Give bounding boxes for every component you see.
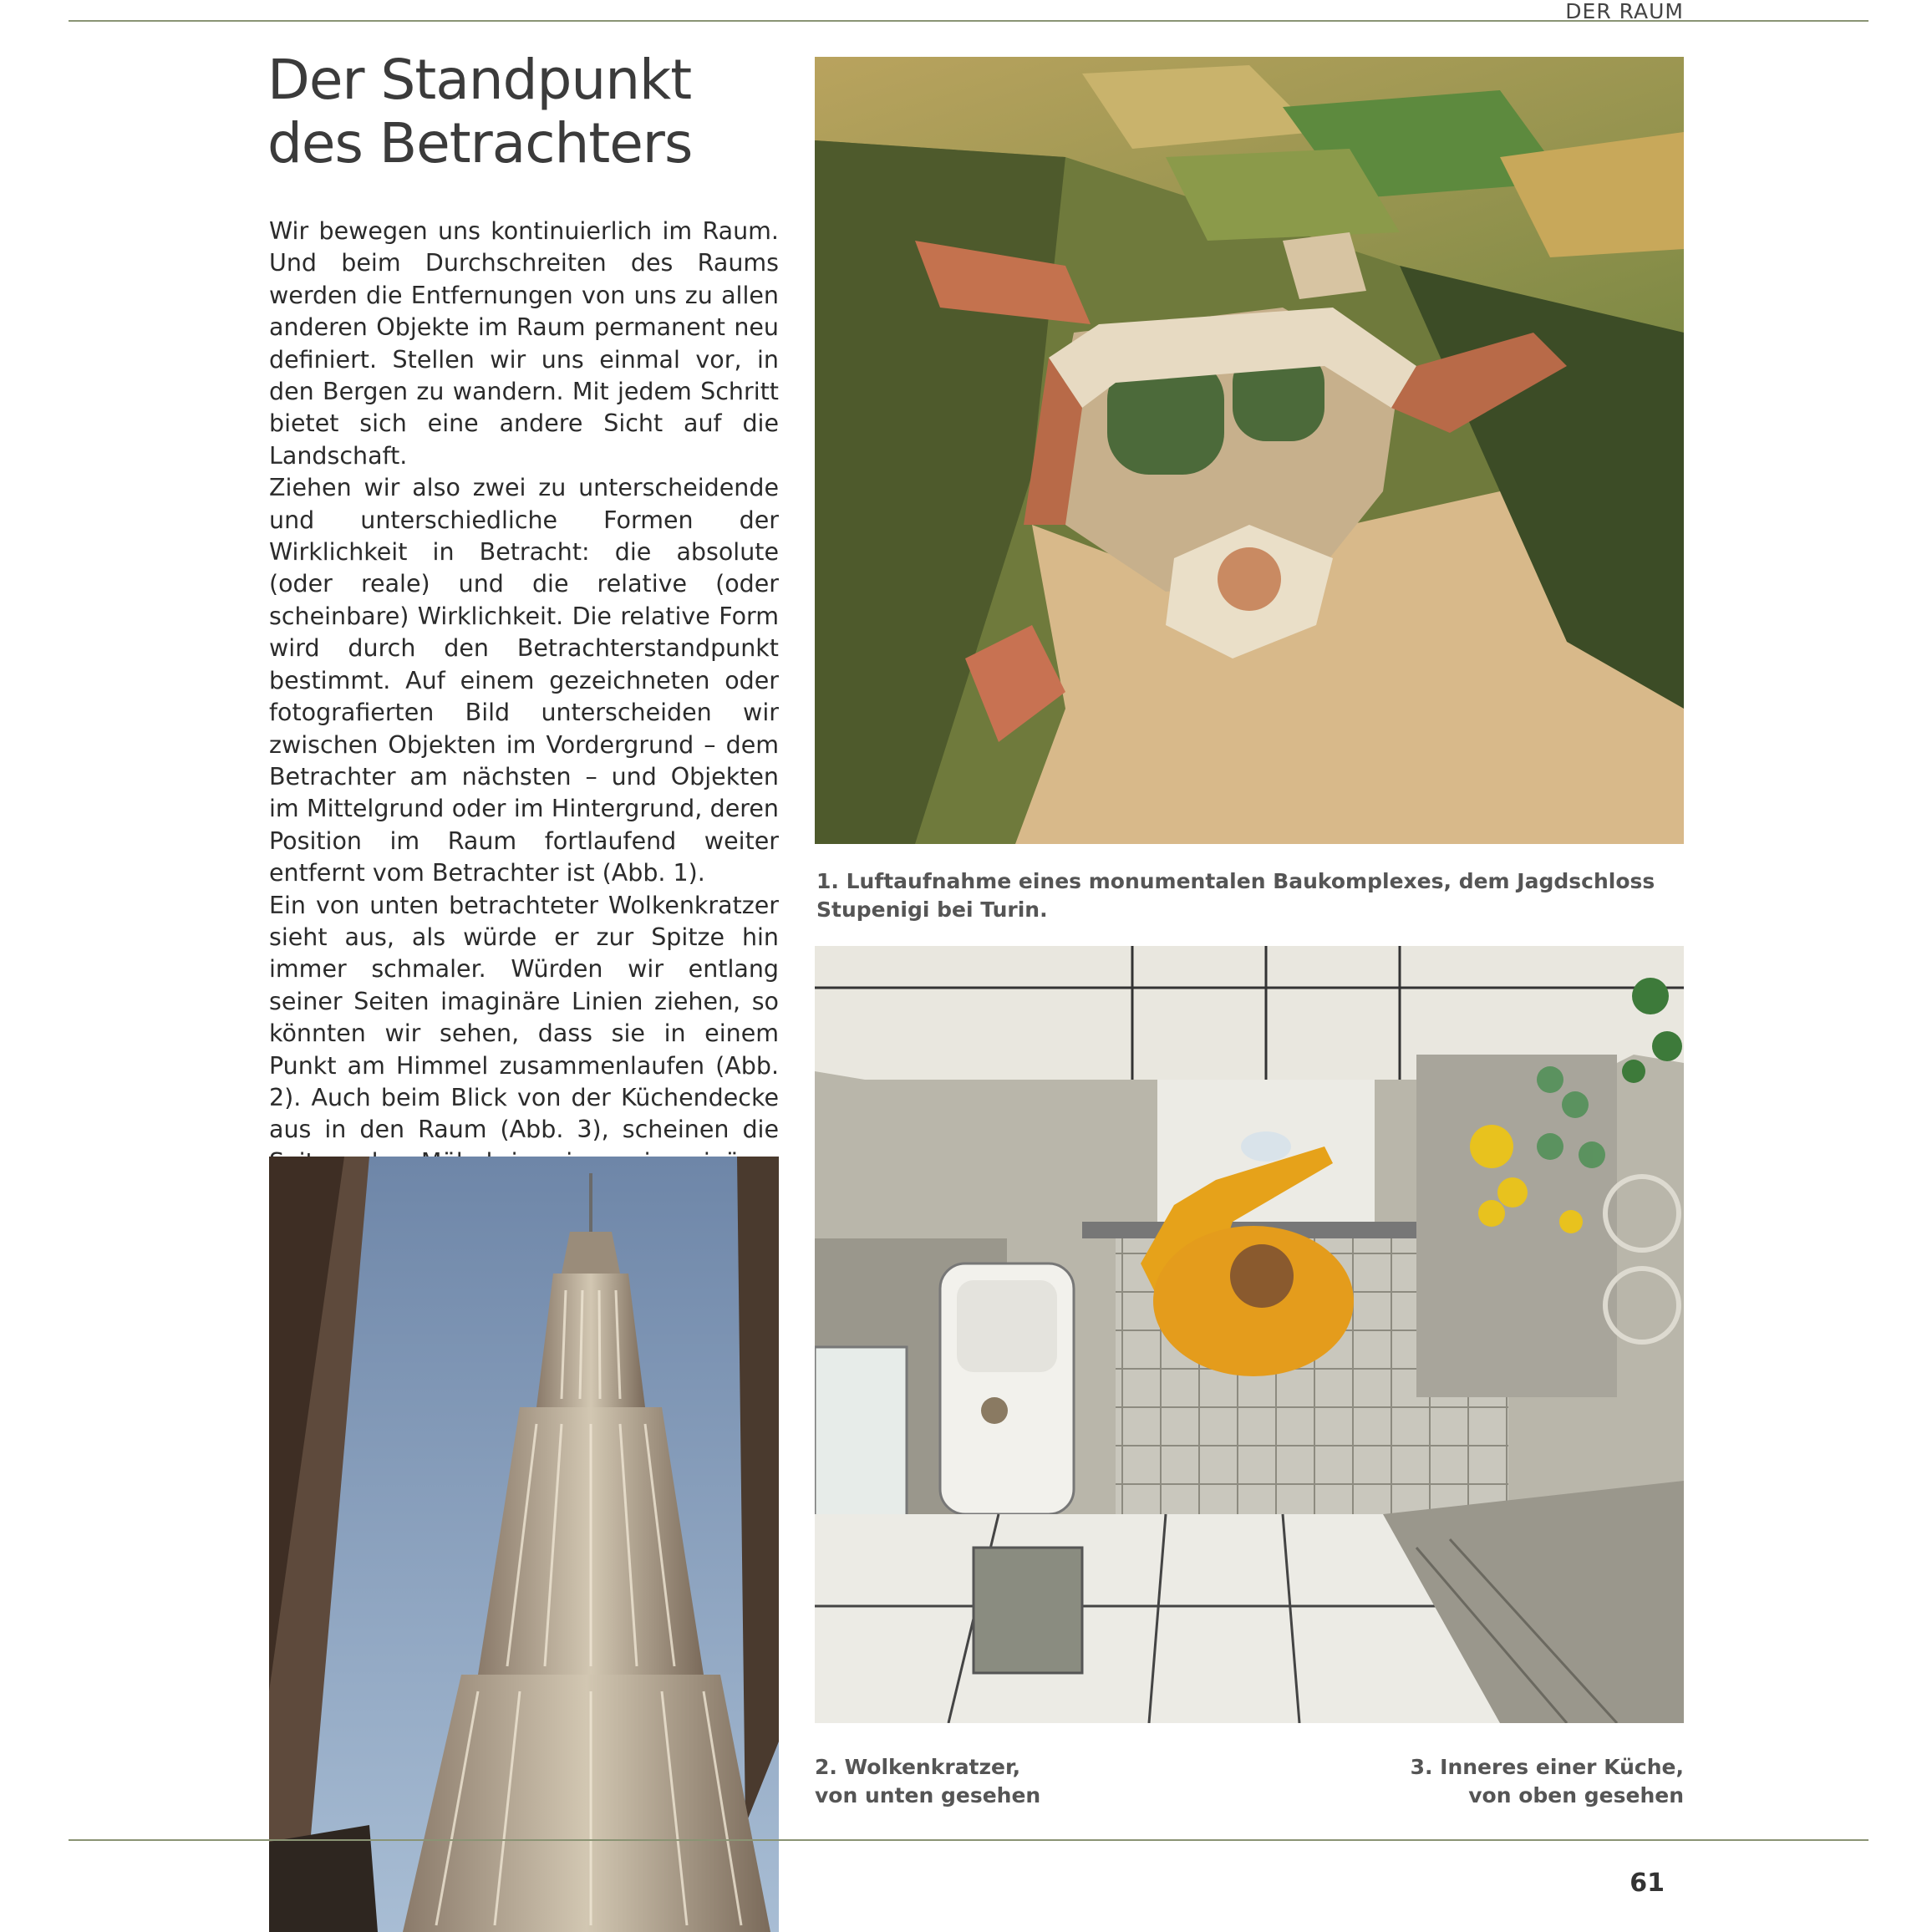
figure-2-caption-line-1: 2. Wolkenkratzer,	[815, 1755, 1021, 1779]
skyscraper-illustration	[269, 1157, 779, 1932]
figure-3-caption-line-2: von oben gesehen	[1468, 1783, 1684, 1807]
aerial-palace-illustration	[815, 57, 1684, 844]
page-title	[267, 48, 692, 175]
title-line-2: des Betrachters	[267, 111, 693, 175]
paragraph-3: Ein von unten betrachteter Wolkenkratzer sieht aus, als würde er zur Spitze hin immer schmaler. Würden wir entlang seiner Seiten imaginäre Linien ziehen, so könnten wir sehen, dass sie in einem Punkt am Himmel zusammenlaufen (Abb. 2). Auch beim Blick von der Küchendecke aus in den Raum (Abb. 3), scheinen die	[269, 891, 779, 1144]
figure-2-caption-line-2: von unten gesehen	[815, 1783, 1041, 1807]
figure-1-caption: 1. Luftaufnahme eines monumentalen Baukomplexes, dem Jagdschloss Stupenigi bei Turin.	[816, 869, 1655, 922]
page-number: 61	[1629, 1868, 1665, 1898]
skyscraper-photo	[269, 1157, 779, 1932]
kitchen-photo	[815, 946, 1684, 1723]
running-head: DER RAUM	[1565, 0, 1684, 23]
paragraph-2: Ziehen wir also zwei zu unterscheidende und unterschiedliche Formen der Wirklichkeit in Betracht: die absolute (oder reale) und die relative (oder scheinbare) Wirklichkeit. Die relative Form wird durch den Betrachterstandpunkt bestimmt. Auf einem gezeichneten oder fotografierten Bild unterscheiden wir zwischen Objekten im Vordergrund – dem Betrachter am nächsten – und Objekten im Mittelgrund oder im Hintergrund, deren Position im Raum fortlaufend weiter entfernt vom Betrachter ist (Abb. 1).	[269, 474, 779, 887]
bottom-rule	[69, 1839, 1868, 1841]
body-text	[269, 216, 779, 1211]
title-line-1: Der Standpunkt	[267, 48, 692, 112]
paragraph-1: Wir bewegen uns kontinuierlich im Raum. Und beim Durchschreiten des Raums werden die Entfernungen von uns zu allen anderen Objekte im Raum permanent neu definiert. Stellen wir uns einmal vor, in den Bergen zu wandern. Mit jedem Schritt bietet sich eine andere Sicht auf die Landschaft.	[269, 217, 779, 470]
figure-3-caption	[1411, 1753, 1684, 1810]
aerial-palace-photo	[815, 57, 1684, 844]
figure-2-caption	[815, 1753, 1040, 1810]
figure-3-caption-line-1: 3. Inneres einer Küche,	[1410, 1755, 1684, 1779]
kitchen-illustration	[815, 946, 1684, 1723]
